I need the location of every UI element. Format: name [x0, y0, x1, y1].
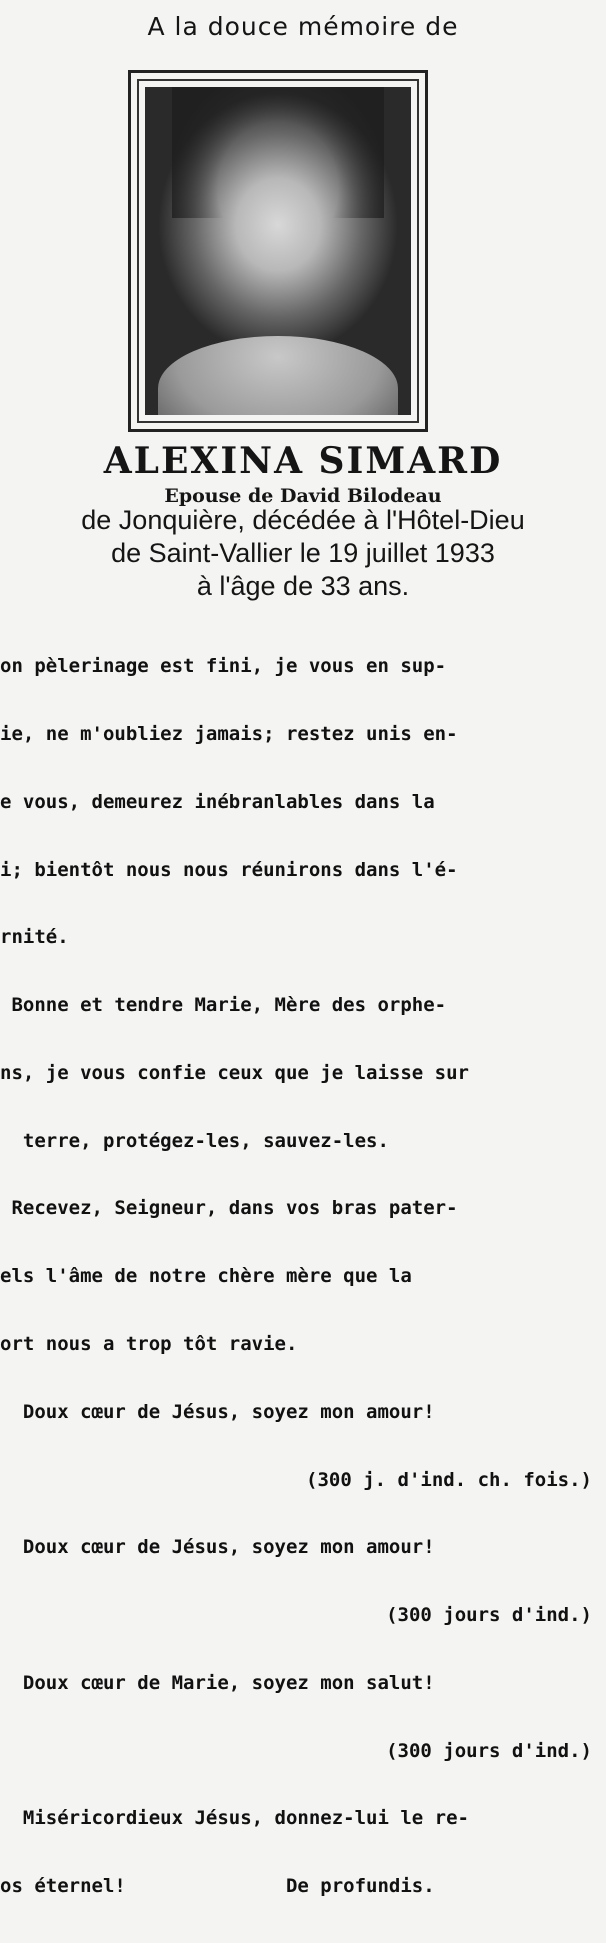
- prayer-line: on pèlerinage est fini, je vous en sup-: [0, 655, 447, 678]
- photo-shoulders: [158, 336, 397, 415]
- memorial-header: A la douce mémoire de: [147, 12, 459, 41]
- prayer-line: ort nous a trop tôt ravie.: [0, 1333, 298, 1355]
- photo-hair-shading: [172, 87, 385, 218]
- prayer-line-final: os éternel! De profundis.: [0, 1875, 435, 1898]
- place-line-2: de Saint-Vallier le 19 juillet 1933: [111, 538, 495, 568]
- prayer-line: Doux cœur de Marie, soyez mon salut!: [0, 1671, 435, 1694]
- prayer-line: Doux cœur de Jésus, soyez mon amour!: [0, 1536, 435, 1559]
- indulgence-note: (300 jours d'ind.): [386, 1604, 592, 1627]
- prayer-text: [0, 610, 606, 1943]
- deceased-name: ALEXINA SIMARD: [103, 440, 503, 482]
- prayer-line: ie, ne m'oubliez jamais; restez unis en-: [0, 722, 458, 745]
- portrait-frame: [128, 70, 428, 432]
- prayer-line: Recevez, Seigneur, dans vos bras pater-: [0, 1197, 458, 1220]
- prayer-line: Miséricordieux Jésus, donnez-lui le re-: [0, 1807, 469, 1830]
- prayer-line: rnité.: [0, 926, 69, 949]
- indulgence-note: (300 jours d'ind.): [386, 1739, 592, 1762]
- prayer-line: ns, je vous confie ceux que je laisse sur: [0, 1061, 469, 1084]
- age-line: à l'âge de 33 ans.: [196, 571, 410, 601]
- indulgence-note: (300 j. d'ind. ch. fois.): [306, 1468, 592, 1491]
- place-line-1: de Jonquière, décédée à l'Hôtel-Dieu: [81, 505, 525, 535]
- prayer-line: e vous, demeurez inébranlables dans la: [0, 790, 435, 813]
- prayer-line: Doux cœur de Jésus, soyez mon amour!: [0, 1400, 435, 1423]
- spouse-line: Epouse de David Bilodeau: [164, 485, 442, 507]
- prayer-line: i; bientôt nous nous réunirons dans l'é-: [0, 858, 458, 881]
- prayer-line: els l'âme de notre chère mère que la: [0, 1265, 412, 1288]
- prayer-line: terre, protégez-les, sauvez-les.: [0, 1129, 389, 1152]
- prayer-line: Bonne et tendre Marie, Mère des orphe-: [0, 994, 447, 1017]
- portrait-photo: [145, 87, 411, 415]
